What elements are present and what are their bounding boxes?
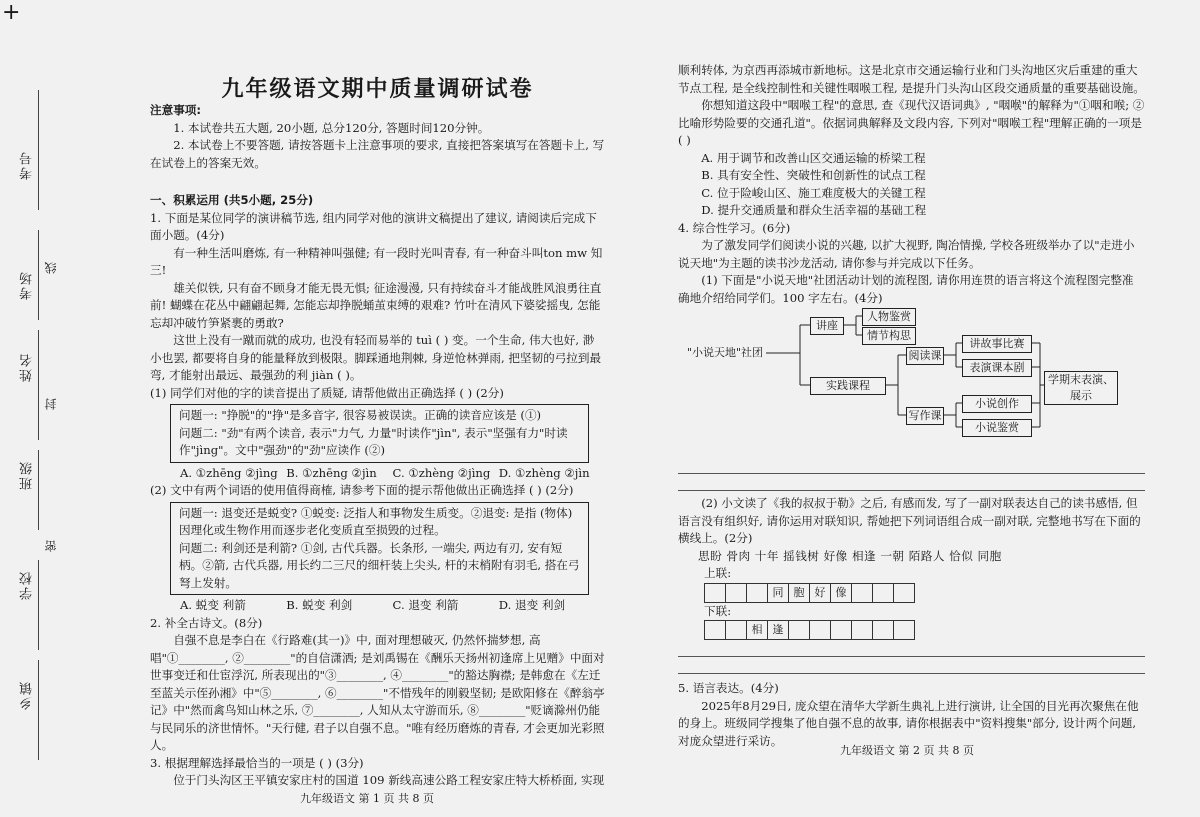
grid-cell <box>893 583 915 603</box>
question-4-1: (1) 下面是"小说天地"社团活动计划的流程图, 请你用连贯的语言将这个流程图完整准确地介绍给同学们。100 字左右。(4分) <box>678 273 1134 305</box>
hint-1-item: 问题一: "挣脱"的"挣"是多音字, 很容易被误读。正确的读音应该是 (①) <box>179 408 542 422</box>
note-2: 2. 本试卷上不要答题, 请按答题卡上注意事项的要求, 直接把答案填写在答题卡上, 写在试卷上的答案无效。 <box>150 138 605 170</box>
seal-mark-seal: 封 <box>44 398 58 410</box>
answer-line <box>678 657 1145 674</box>
question-3-option-b: B. 具有安全性、突破性和创新性的试点工程 <box>701 168 926 182</box>
grid-cell: 像 <box>830 583 852 603</box>
flow-node-creation: 小说创作 <box>962 395 1032 413</box>
answer-line <box>678 457 1145 474</box>
question-2-text: 自强不息是李白在《行路难(其一)》中, 面对理想破灭, 仍然怀揣梦想, 高唱"①________, ②________"的自信潇洒; 是刘禹锡在《酬乐天扬州初逢席上见赠》中面对世事变迁和仕宦浮沉, 所表现出的"③________, ④________"的豁达胸襟; 是韩愈在《左迁至蓝关示侄孙湘》中"⑤________, ⑥________"不惜残年的刚毅坚韧; 是欧阳修在《醉翁亭记》中"然而禽鸟知山林之乐, ⑦________, 人知从太守游而乐, ⑧________"贬谪滁州仍能与民同乐的济世情怀。"天行健, 君子以自强不息。"唯有经历磨炼的青春, 才会更加光彩照人。 <box>150 633 605 752</box>
grid-cell <box>704 620 726 640</box>
flow-node-character: 人物鉴赏 <box>862 308 916 326</box>
section-1-heading: 一、积累运用 (共5小题, 25分) <box>150 193 314 207</box>
question-4: 4. 综合性学习。(6分) <box>678 220 791 235</box>
grid-cell <box>725 620 747 640</box>
binding-gutter <box>0 0 60 817</box>
question-1-2: (2) 文中有两个词语的使用值得商榷, 请参考下面的提示帮他做出正确选择 ( ) (2分) <box>150 483 574 497</box>
lower-couplet-label: 下联: <box>704 603 732 618</box>
question-3-option-c: C. 位于险峻山区、施工难度极大的关键工程 <box>701 185 926 200</box>
flow-node-lecture: 讲座 <box>810 317 844 335</box>
couplet-words: 思盼 骨肉 十年 摇钱树 好像 相逢 一朝 陌路人 恰似 同胞 <box>698 548 1002 563</box>
fill-line <box>38 330 39 440</box>
grid-cell: 相 <box>746 620 768 640</box>
grid-cell: 胞 <box>788 583 810 603</box>
upper-couplet-label: 上联: <box>704 566 732 580</box>
flowchart <box>678 310 1145 453</box>
grid-cell <box>872 583 894 603</box>
left-page <box>150 102 605 790</box>
note-1: 1. 本试卷共五大题, 20小题, 总分120分, 答题时间120分钟。 <box>173 120 490 135</box>
flow-node-practice: 实践课程 <box>810 377 886 395</box>
hint-1-item: 问题二: "劲"有两个读音, 表示"力气, 力量"时读作"jìn", 表示"坚强有力"时读作"jìng"。文中"强劲"的"劲"应读作 (②) <box>179 425 568 457</box>
grid-cell <box>809 620 831 640</box>
seal-mark-line: 线 <box>44 262 58 274</box>
question-4-intro: 为了激发同学们阅读小说的兴趣, 以扩大视野, 陶冶情操, 学校各班级举办了以"走进小说天地"为主题的读书沙龙活动, 请你参与并完成以下任务。 <box>678 238 1135 270</box>
flow-node-club: "小说天地"社团 <box>684 345 766 361</box>
grid-cell: 同 <box>767 583 789 603</box>
question-5: 5. 语言表达。(4分) <box>678 681 779 695</box>
gutter-label-town: 乡镇 <box>20 680 35 710</box>
question-4-2: (2) 小文读了《我的叔叔于勒》之后, 有感而发, 写了一副对联表达自己的读书感悟, 但语言没有组织好, 请你运用对联知识, 帮她把下列词语组合成一副对联, 完整地书写在下面的横线上。(2分) <box>678 496 1141 545</box>
crosshair-icon: + <box>2 0 21 25</box>
fill-line <box>38 660 39 760</box>
gutter-label-school: 学校 <box>20 570 35 600</box>
grid-cell <box>788 620 810 640</box>
grid-cell <box>704 583 726 603</box>
question-1-1: (1) 同学们对他的字的读音提出了质疑, 请帮他做出正确选择 ( ) (2分) <box>150 385 504 400</box>
grid-cell <box>725 583 747 603</box>
flow-node-drama: 表演课本剧 <box>962 359 1032 377</box>
grid-cell <box>851 620 873 640</box>
lower-couplet-grid <box>704 620 1145 640</box>
hint-box-1 <box>170 404 589 463</box>
flow-node-story: 讲故事比赛 <box>962 335 1032 353</box>
hint-box-2 <box>170 502 589 596</box>
answer-line <box>678 474 1145 491</box>
option-c: C. ①zhèng ②jìng <box>392 465 491 480</box>
passage-para-3: 这世上没有一蹴而就的成功, 也没有轻而易举的 tuì ( ) 变。一个生命, 伟大也好, 渺小也罢, 都要将自身的能量释放到极限。脚踩通地荆棘, 身逆怆林弹雨, 把坚韧的弓拉到最弯, 才能射出最远、最强劲的利 jiàn ( )。 <box>150 333 602 382</box>
fill-line <box>38 450 39 530</box>
gutter-label-exam-room: 考场 <box>20 270 35 300</box>
gutter-label-exam-number: 考号 <box>20 150 35 180</box>
question-3-prompt: 你想知道这段中"咽喉工程"的意思, 查《现代汉语词典》, "咽喉"的解释为"①咽和喉; ②比喻形势险要的交通孔道"。依据词典解释及文段内容, 下列对"咽喉工程"理解正确的一项是 ( ) <box>678 98 1145 147</box>
hint-2-item: 问题二: 利剑还是利箭? ①剑, 古代兵器。长条形, 一端尖, 两边有刃, 安有短柄。②箭, 古代兵器, 用长约二三尺的细杆装上尖头, 杆的末梢附有羽毛, 搭在弓弩上发射。 <box>179 540 580 590</box>
grid-cell <box>872 620 894 640</box>
grid-cell <box>893 620 915 640</box>
flow-node-plot: 情节构思 <box>862 327 916 345</box>
gutter-label-class: 班级 <box>20 460 35 490</box>
footer-right: 九年级语文 第 2 页 共 8 页 <box>840 744 974 757</box>
option-c: C. 退变 利箭 <box>392 598 459 612</box>
question-3: 3. 根据理解选择最恰当的一项是 ( ) (3分) <box>150 755 364 770</box>
page-title: 九年级语文期中质量调研试卷 <box>221 77 534 102</box>
grid-cell: 逢 <box>767 620 789 640</box>
question-3-option-d: D. 提升交通质量和群众生活幸福的基础工程 <box>701 203 927 217</box>
footer-left: 九年级语文 第 1 页 共 8 页 <box>300 792 434 805</box>
option-d: D. 退变 利剑 <box>498 598 566 612</box>
option-d: D. ①zhèng ②jìn <box>498 465 590 480</box>
right-page <box>678 62 1145 750</box>
hint-2-item: 问题一: 退变还是蜕变? ①蜕变: 泛指人和事物发生质变。②退变: 是指 (物体) 因理化或生物作用而逐步老化变质直至损毁的过程。 <box>179 505 573 537</box>
question-3-option-a: A. 用于调节和改善山区交通运输的桥梁工程 <box>701 150 926 165</box>
fill-line <box>38 560 39 650</box>
grid-cell <box>746 583 768 603</box>
question-5-text: 2025年8月29日, 庞众望在清华大学新生典礼上进行演讲, 让全国的目光再次聚焦在他的身上。班级同学搜集了他自强不息的故事, 请你根据表中"资料搜集"部分, 设计两个问题, 对庞众望进行采访。 <box>678 698 1139 748</box>
gutter-label-name: 姓名 <box>20 352 35 382</box>
option-a: A. ①zhēng ②jìng <box>180 465 278 480</box>
seal-mark-secret: 密 <box>44 540 58 552</box>
upper-couplet-grid <box>704 583 1145 603</box>
question-3-text: 位于门头沟区王平镇安家庄村的国道 109 新线高速公路工程安家庄特大桥桥面, 实现 <box>173 773 605 787</box>
question-1-1-options <box>150 465 605 483</box>
flow-node-final-show: 学期末表演、展示 <box>1044 371 1118 405</box>
passage-para-2: 雄关似铁, 只有奋不顾身才能无畏无惧; 征途漫漫, 只有持续奋斗才能战胜风浪勇往直前! 蝴蝶在花丛中翩翩起舞, 怎能忘却挣脱蛹茧束缚的艰难? 竹叶在清风下婆娑摇曳, 怎能忘却冲破竹笋紧裹的勇敢? <box>150 280 602 330</box>
question-2: 2. 补全古诗文。(8分) <box>150 615 263 630</box>
fill-line <box>38 230 39 320</box>
passage-para-1: 有一种生活叫磨炼, 有一种精神叫强健; 有一段时光叫青春, 有一种奋斗叫ton mw 知三! <box>150 245 603 277</box>
question-1-2-options <box>150 597 605 615</box>
question-1-intro: 1. 下面是某位同学的演讲稿节选, 组内同学对他的演讲文稿提出了建议, 请阅读后完成下面小题。(4分) <box>150 210 597 242</box>
option-b: B. ①zhēng ②jìn <box>286 465 377 480</box>
question-3-continued: 顺利转体, 为京西再添城市新地标。这是北京市交通运输行业和门头沟地区灾后重建的重大节点工程, 是全线控制性和关键性咽喉工程, 是提升门头沟山区段交通质量的重要基础设施。 <box>678 63 1145 95</box>
grid-cell: 好 <box>809 583 831 603</box>
flow-node-writing: 写作课 <box>906 407 944 425</box>
grid-cell <box>830 620 852 640</box>
answer-line <box>678 640 1145 657</box>
option-b: B. 蜕变 利剑 <box>286 598 353 612</box>
flow-node-reading: 阅读课 <box>906 347 944 365</box>
grid-cell <box>851 583 873 603</box>
fill-line <box>38 90 39 210</box>
option-a: A. 蜕变 利箭 <box>180 598 246 612</box>
notes-heading: 注意事项: <box>150 103 202 117</box>
flow-node-appreciation: 小说鉴赏 <box>962 419 1032 437</box>
